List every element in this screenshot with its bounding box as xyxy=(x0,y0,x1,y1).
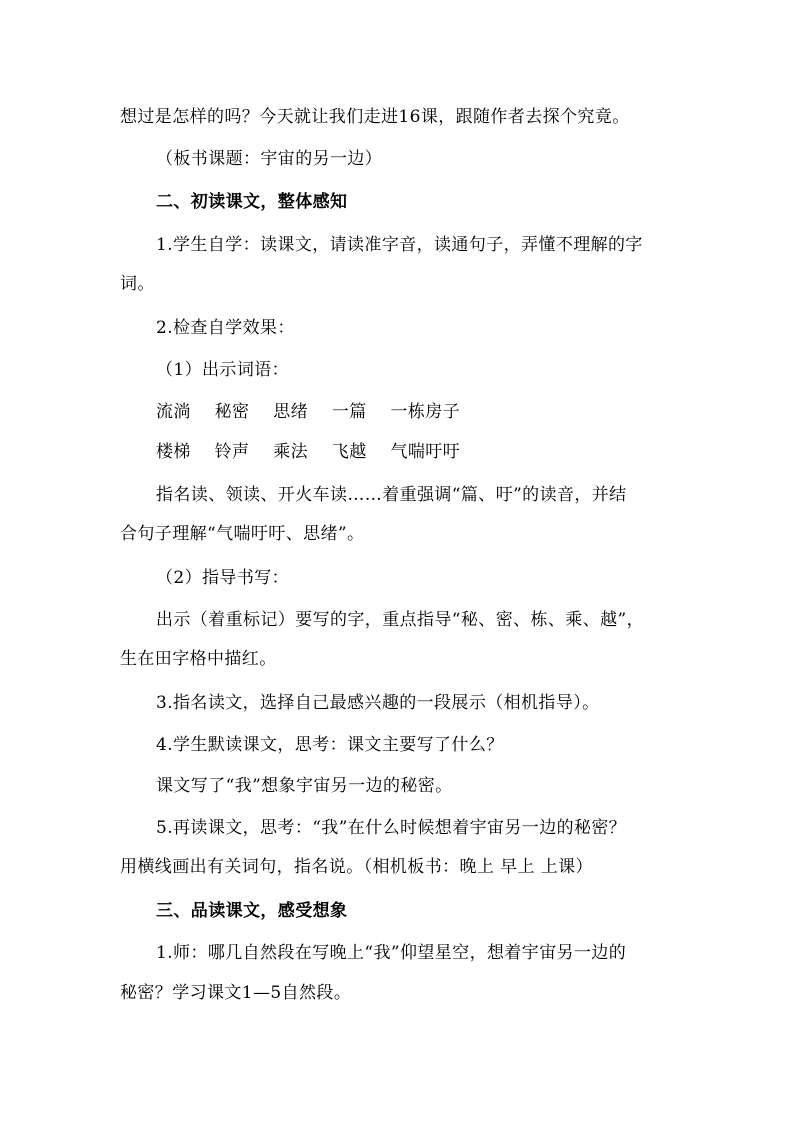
paragraph-line: 1.师：哪几自然段在写晚上“我”仰望星空，想着宇宙另一边的 xyxy=(156,943,627,963)
vocabulary-row xyxy=(156,441,736,463)
vocabulary-word: 秘密 xyxy=(214,402,250,422)
vocabulary-word: 一栋房子 xyxy=(390,402,461,422)
paragraph-line: （2）指导书写： xyxy=(156,568,290,588)
paragraph-line: 用横线画出有关词句，指名说。（相机板书：晚上 早上 上课） xyxy=(120,857,593,877)
section-heading: 二、初读课文，整体感知 xyxy=(156,192,348,212)
paragraph-line: 2.检查自学效果： xyxy=(156,318,295,338)
paragraph-line: （1）出示词语： xyxy=(156,360,290,380)
vocabulary-word: 一篇 xyxy=(331,402,367,422)
vocabulary-word: 思绪 xyxy=(273,402,309,422)
vocabulary-word: 气喘吁吁 xyxy=(390,442,461,462)
paragraph-line: 想过是怎样的吗？今天就让我们走进16课，跟随作者去探个究竟。 xyxy=(120,107,630,127)
paragraph-line: 指名读、领读、开火车读……着重强调“篇、吁”的读音，并结 xyxy=(156,485,627,505)
paragraph-line: 合句子理解“气喘吁吁、思绪”。 xyxy=(120,524,365,544)
board-title-note: （板书课题：宇宙的另一边） xyxy=(156,149,383,169)
vocabulary-row xyxy=(156,401,736,423)
paragraph-line: 课文写了“我”想象宇宙另一边的秘密。 xyxy=(156,776,453,796)
paragraph-line: 5.再读课文，思考：“我”在什么时候想着宇宙另一边的秘密？ xyxy=(156,818,627,838)
paragraph-line: 出示（着重标记）要写的字，重点指导“秘、密、栋、乘、越”， xyxy=(156,610,644,630)
paragraph-line: 词。 xyxy=(120,274,155,294)
vocabulary-word: 楼梯 xyxy=(156,442,191,462)
paragraph-line: 秘密？学习课文1—5自然段。 xyxy=(120,983,352,1003)
paragraph-line: 生在田字格中描红。 xyxy=(120,649,277,669)
vocabulary-word: 飞越 xyxy=(331,442,367,462)
paragraph-line: 1.学生自学：读课文，请读准字音，读通句子，弄懂不理解的字 xyxy=(156,235,643,255)
paragraph-line: 3.指名读文，选择自己最感兴趣的一段展示（相机指导）。 xyxy=(156,693,600,713)
vocabulary-word: 流淌 xyxy=(156,402,191,422)
vocabulary-word: 铃声 xyxy=(214,442,250,462)
paragraph-line: 4.学生默读课文，思考：课文主要写了什么？ xyxy=(156,735,504,755)
vocabulary-word: 乘法 xyxy=(273,442,309,462)
section-heading: 三、品读课文，感受想象 xyxy=(156,901,348,921)
